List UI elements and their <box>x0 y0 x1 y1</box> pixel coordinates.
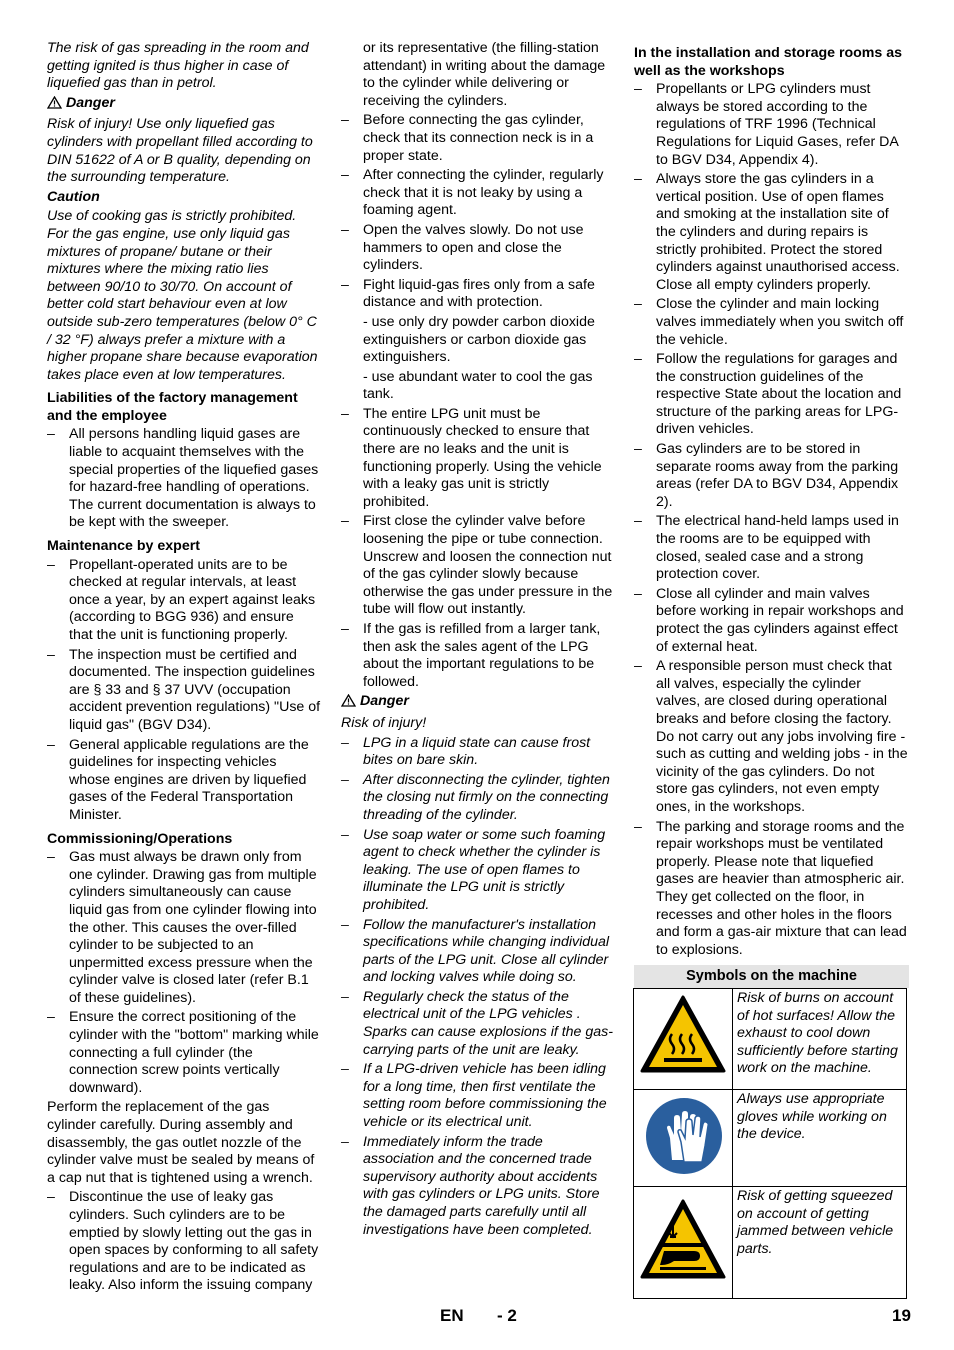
list-item: – Before connecting the gas cylinder, check that its connection neck is in a proper state. <box>341 112 615 165</box>
footer-language: EN <box>440 1306 464 1325</box>
danger-list <box>341 735 615 1240</box>
symbol-description: Risk of burns on account of hot surfaces! Allow the exhaust to cool down sufficiently before starting work on the machine. <box>733 989 907 1090</box>
continuation-text: or its representative (the filling-station attendant) in writing about the damage to the cylinder while delivering or receiving the cylinders. <box>363 40 606 109</box>
list-item: – Fight liquid-gas fires only from a safe distance and with protection. <box>341 277 615 312</box>
list-item: – Propellants or LPG cylinders must always be stored according to the regulations of TRF 1996 (Technical Regulations for Liquid Gases, refer DA to BGV D34, Appendix 4). <box>634 81 909 169</box>
footer-section: - 2 <box>497 1306 517 1325</box>
list-item: – All persons handling liquid gases are liable to acquaint themselves with the special properties of the liquefied gases for hazard-free handling of operations. The current documentation is always to be kept with the sweeper. <box>47 426 321 532</box>
warning-triangle-icon <box>47 96 62 115</box>
list-item: – Close the cylinder and main locking valves immediately when you switch off the vehicle. <box>634 296 909 349</box>
maintenance-heading: Maintenance by expert <box>47 538 200 555</box>
list-item: – After disconnecting the cylinder, tighten the closing nut firmly on the connecting threading of the cylinder. <box>341 772 615 825</box>
crush-hazard-warning-icon <box>634 1187 732 1293</box>
symbol-description: Risk of getting squeezed on account of getting jammed between vehicle parts. <box>733 1187 907 1299</box>
list-item: – Immediately inform the trade association and the concerned trade supervisory authority about accidents with gas cylinders or LPG units. Store the damaged parts carefully until all investigations have been completed. <box>341 1134 615 1240</box>
list-item: – Gas must always be drawn only from one cylinder. Drawing gas from multiple cylinders simultaneously can cause liquid gas from one cylinder flowing into the other. This causes the over-filled cylinder to be subjected to an unpermitted excess pressure when the cylinder valve is closed later (refer B.1 of these guidelines). <box>47 849 321 1007</box>
list-item: – Discontinue the use of leaky gas cylinders. Such cylinders are to be emptied by slowly letting out the gas in open spaces by conforming to all safety regulations and are to be indicated as leaky. Also inform the issuing company <box>47 1189 321 1295</box>
list-item: – Follow the manufacturer's installation specifications while changing individual parts of the LPG unit. Close all cylinder and locking valves while doing so. <box>341 917 615 987</box>
operations-list-a <box>341 112 615 312</box>
table-row <box>634 989 907 1090</box>
list-item: – Ensure the correct positioning of the cylinder with the "bottom" marking while connecting a full cylinder (the connection screw points vertically downward). <box>47 1009 321 1097</box>
column-3 <box>634 40 909 988</box>
danger-text: Risk of injury! Use only liquefied gas cylinders with propellant filled according to DIN 51622 of A or B quality, depending on the surrounding temperature. <box>47 116 313 186</box>
maintenance-list <box>47 557 321 825</box>
symbols-table <box>633 988 907 1299</box>
list-item: – The inspection must be certified and documented. The inspection guidelines are § 33 and § 37 UVV (occupation accident prevention regulations) "Use of liquid gas" (BGV D34). <box>47 647 321 735</box>
fire-subitem-1: - use only dry powder carbon dioxide extinguishers or carbon dioxide gas extinguishers. <box>363 313 595 366</box>
column-2 <box>341 40 615 1241</box>
installation-heading: In the installation and storage rooms as well as the workshops <box>634 45 903 79</box>
table-row <box>634 1090 907 1187</box>
symbol-cell <box>634 1187 733 1299</box>
list-item: – Always store the gas cylinders in a vertical position. Use of open flames and smoking at the installation site of the cylinders and during repairs is strictly prohibited. Protect the stored cylinders against unauthorised access. Close all empty cylinders properly. <box>634 171 909 294</box>
list-item: – The entire LPG unit must be continuously checked to ensure that there are no leaks and the unit is functioning properly. Using the vehicle with a leaky gas unit is strictly prohibited. <box>341 406 615 512</box>
fire-subitem-2: - use abundant water to cool the gas tank. <box>363 368 593 403</box>
list-item: – Open the valves slowly. Do not use hammers to open and close the cylinders. <box>341 222 615 275</box>
warning-triangle-icon <box>341 694 356 713</box>
wear-gloves-icon <box>634 1090 732 1181</box>
symbol-cell <box>634 1090 733 1187</box>
hot-surface-warning-icon <box>634 989 732 1084</box>
list-item: – If the gas is refilled from a larger tank, then ask the sales agent of the LPG about the important regulations to be followed. <box>341 621 615 691</box>
list-item: – The parking and storage rooms and the repair workshops must be ventilated properly. Please note that liquefied gases are heavier than atmospheric air. They get collected on the floor, in recesses and other holes in the floors and form a gas-air mixture that can lead to explosions. <box>634 819 909 960</box>
danger-label: Danger <box>360 693 409 710</box>
list-item: – If a LPG-driven vehicle has been idling for a long time, then first ventilate the setting room before commissioning the vehicle or its electrical unit. <box>341 1061 615 1131</box>
danger-heading-2 <box>341 693 615 713</box>
list-item: – Gas cylinders are to be stored in separate rooms away from the parking areas (refer DA to BGV D34, Appendix 2). <box>634 441 909 511</box>
replacement-text: Perform the replacement of the gas cylinder carefully. During assembly and disassembly, the gas outlet nozzle of the cylinder valve must be sealed by means of a cap nut that is tightened using a wrench. <box>47 1099 315 1186</box>
list-item: – General applicable regulations are the guidelines for inspecting vehicles whose engines are driven by liquefied gases of the Federal Transportation Minister. <box>47 737 321 825</box>
list-item: – First close the cylinder valve before loosening the pipe or tube connection. Unscrew and loosen the connection nut of the gas cylinder slowly because otherwise the gas under pressure in the tube will flow out instantly. <box>341 513 615 619</box>
page-number: 19 <box>892 1306 911 1325</box>
symbol-description: Always use appropriate gloves while working on the device. <box>733 1090 907 1187</box>
list-item: – LPG in a liquid state can cause frost bites on bare skin. <box>341 735 615 770</box>
symbol-cell <box>634 989 733 1090</box>
list-item: – After connecting the cylinder, regularly check that it is not leaky by using a foaming agent. <box>341 167 615 220</box>
commissioning-heading: Commissioning/Operations <box>47 830 233 847</box>
list-item: – Close all cylinder and main valves before working in repair workshops and protect the gas cylinders against effect of external heat. <box>634 586 909 656</box>
list-item: – Propellant-operated units are to be checked at regular intervals, at least once a year, by an expert against leaks (according to BGG 936) and ensure that the unit is functioning properly. <box>47 557 321 645</box>
table-row <box>634 1187 907 1299</box>
caution-text: Use of cooking gas is strictly prohibited. For the gas engine, use only liquid gas mixtures of propane/ butane or their mixtures where the mixing ratio lies between 90/10 to 30/70. On account of better cold start behaviour even at low outside sub-zero temperatures (below 0° C / 32 °F) always prefer a mixture with a higher propane share because evaporation takes place even at low temperatures. <box>47 208 318 383</box>
liabilities-heading: Liabilities of the factory management and the employee <box>47 390 298 424</box>
leaky-list <box>47 1189 321 1295</box>
caution-heading: Caution <box>47 188 100 205</box>
installation-list <box>634 81 909 959</box>
symbols-heading: Symbols on the machine <box>634 965 909 988</box>
danger-label: Danger <box>66 94 115 111</box>
column-1 <box>47 40 321 1297</box>
liabilities-list <box>47 426 321 532</box>
danger-intro: Risk of injury! <box>341 714 427 731</box>
intro-text: The risk of gas spreading in the room and getting ignited is thus higher in case of liquefied gas than in petrol. <box>47 40 309 92</box>
list-item: – The electrical hand-held lamps used in the rooms are to be equipped with closed, sealed case and a strong protection cover. <box>634 513 909 583</box>
list-item: – A responsible person must check that all valves, especially the cylinder valves, are closed during operational breaks and before closing the factory. Do not carry out any jobs involving fire - such as cutting and welding jobs - in the vicinity of the gas cylinders. Do not store gas cylinders, not even empty ones, in the workshops. <box>634 658 909 816</box>
list-item: – Follow the regulations for garages and the construction guidelines of the respective State about the location and structure of the parking areas for LPG-driven vehicles. <box>634 351 909 439</box>
commissioning-list <box>47 849 321 1097</box>
list-item: – Regularly check the status of the electrical unit of the LPG vehicles . Sparks can cause explosions if the gas-carrying parts of the unit are leaky. <box>341 989 615 1059</box>
operations-list-b <box>341 406 615 692</box>
list-item: – Use soap water or some such foaming agent to check whether the cylinder is leaking. The use of open flames to illuminate the LPG unit is strictly prohibited. <box>341 827 615 915</box>
danger-heading <box>47 95 321 115</box>
